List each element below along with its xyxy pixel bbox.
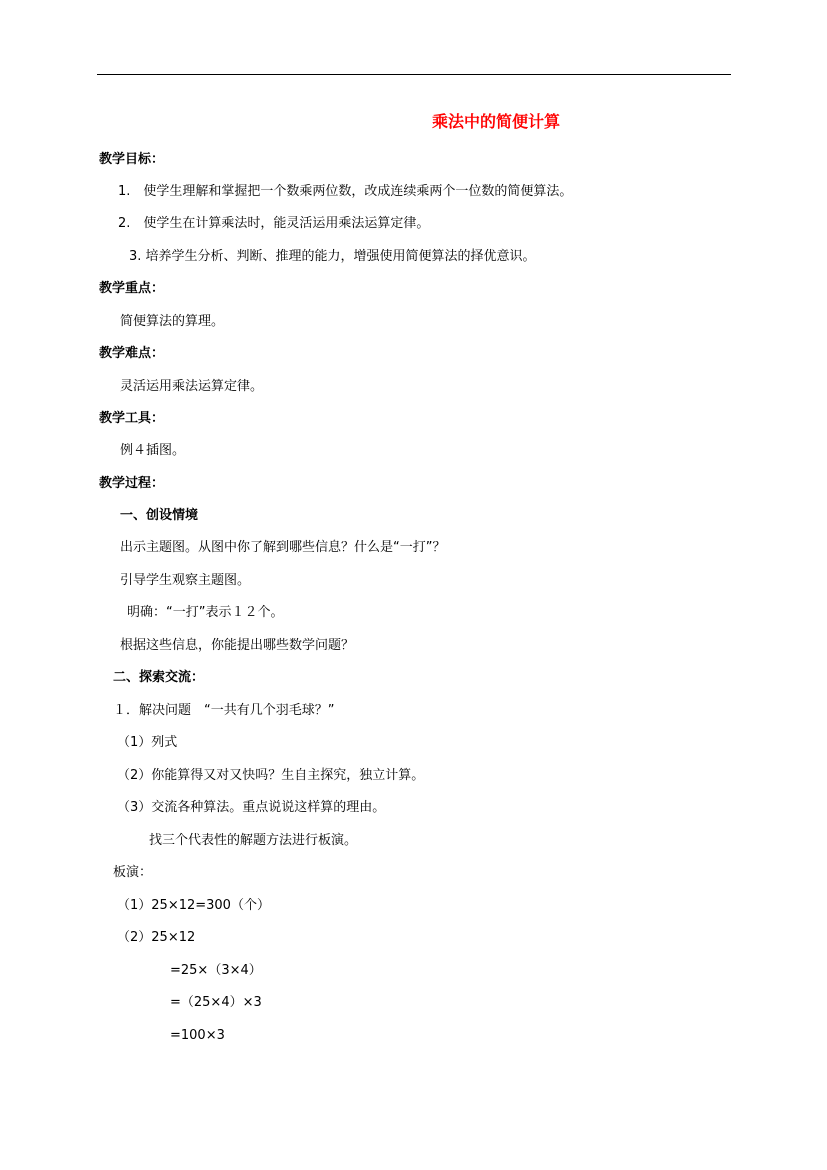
header-rule — [97, 74, 731, 75]
section1-line-3: 明确：“一打”表示１２个。 — [127, 605, 284, 620]
key-points-heading: 教学重点： — [99, 281, 165, 296]
section2-step-1: （1）列式 — [117, 735, 178, 750]
section1-line-1: 出示主题图。从图中你了解到哪些信息？什么是“一打”？ — [120, 540, 446, 555]
objective-item-2: 2. 使学生在计算乘法时，能灵活运用乘法运算定律。 — [118, 216, 430, 231]
section1-line-2: 引导学生观察主题图。 — [120, 573, 251, 588]
objective-item-3: 3. 培养学生分析、判断、推理的能力，增强使用简便算法的择优意识。 — [129, 249, 536, 264]
section2-demo-intro: 找三个代表性的解题方法进行板演。 — [149, 833, 358, 848]
calc-line-4: =（25×4）×3 — [170, 995, 262, 1010]
calc-line-1: （1）25×12=300（个） — [117, 898, 270, 913]
page-title: 乘法中的简便计算 — [432, 112, 561, 131]
difficulties-heading: 教学难点： — [99, 346, 165, 361]
section2-step-2: （2）你能算得又对又快吗？生自主探究，独立计算。 — [117, 768, 425, 783]
section2-step-3: （3）交流各种算法。重点说说这样算的理由。 — [117, 800, 386, 815]
section1-heading: 一、创设情境 — [120, 508, 199, 523]
tools-text: 例４插图。 — [120, 443, 186, 458]
difficulties-text: 灵活运用乘法运算定律。 — [120, 379, 264, 394]
section1-line-4: 根据这些信息，你能提出哪些数学问题？ — [120, 638, 355, 653]
calc-line-5: =100×3 — [170, 1028, 225, 1043]
objective-item-1: 1. 使学生理解和掌握把一个数乘两位数，改成连续乘两个一位数的简便算法。 — [118, 184, 573, 199]
calc-line-2: （2）25×12 — [117, 930, 196, 945]
section2-heading: 二、探索交流： — [113, 670, 205, 685]
section2-problem: １．解决问题 “一共有几个羽毛球？” — [113, 703, 335, 718]
board-label: 板演： — [113, 865, 153, 880]
key-points-text: 简便算法的算理。 — [120, 314, 225, 329]
calc-line-3: =25×（3×4） — [170, 963, 262, 978]
objectives-heading: 教学目标： — [99, 152, 165, 167]
process-heading: 教学过程： — [99, 476, 165, 491]
tools-heading: 教学工具： — [99, 411, 165, 426]
